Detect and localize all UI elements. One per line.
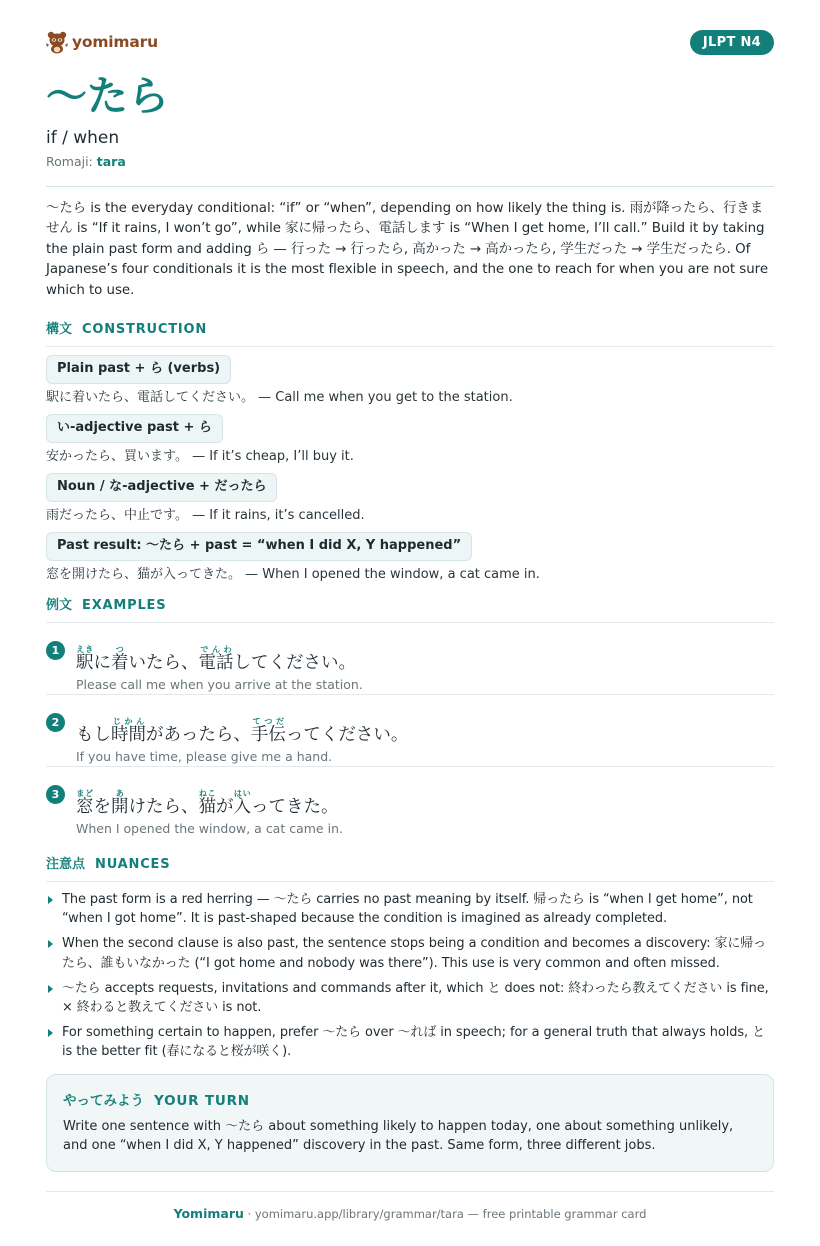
sentence-text: いたら、 — [128, 653, 199, 674]
examples-heading — [46, 594, 774, 623]
furigana-reading: でんわ — [198, 645, 234, 655]
example-item — [46, 695, 774, 767]
examples-heading-jp: 例文 — [46, 598, 73, 614]
furigana-reading: ねこ — [198, 789, 216, 799]
sentence-text: もし — [76, 725, 111, 746]
construction-pattern: Plain past + ら (verbs) — [46, 355, 231, 384]
bullet-triangle-icon — [48, 985, 53, 993]
nuances-heading-jp: 注意点 — [46, 857, 86, 873]
furigana-reading: つ — [111, 645, 129, 655]
furigana-reading: えき — [76, 645, 94, 655]
construction-item — [46, 414, 774, 465]
grammar-card — [46, 28, 774, 1221]
construction-item — [46, 473, 774, 524]
construction-pattern: Noun / な-adjective + だったら — [46, 473, 277, 502]
nuances-heading — [46, 853, 774, 882]
construction-example: 雨だったら、中止です。 — If it rains, it’s cancelled. — [46, 508, 365, 524]
sentence-text: を — [93, 797, 111, 818]
examples-heading-en: EXAMPLES — [82, 598, 167, 614]
construction-example: 窓を開けたら、猫が入ってきた。 — When I opened the window, a cat came in. — [46, 567, 540, 583]
construction-example: 駅に着いたら、電話してください。 — Call me when you get to the station. — [46, 390, 513, 406]
example-translation: If you have time, please give me a hand. — [76, 749, 333, 765]
furigana-reading: はい — [233, 789, 251, 799]
nuances-heading-en: NUANCES — [95, 857, 171, 873]
furigana-word: 電話でんわ — [198, 645, 234, 674]
nuance-item — [46, 1023, 774, 1061]
your-turn-box — [46, 1074, 774, 1172]
sentence-text: ってください。 — [285, 725, 409, 746]
your-turn-body: Write one sentence with 〜たら about something likely to happen today, one about something unlikely, and one “when I did X, Y happened” discovery in the past. Same form, three different jobs. — [63, 1118, 734, 1153]
your-turn-heading-en: YOUR TURN — [154, 1092, 250, 1109]
construction-heading-en: CONSTRUCTION — [82, 322, 208, 338]
construction-item — [46, 355, 774, 406]
furigana-word: 窓まど — [76, 789, 94, 818]
furigana-word: 着つ — [111, 645, 129, 674]
example-translation: When I opened the window, a cat came in. — [76, 821, 343, 837]
construction-heading-jp: 構文 — [46, 322, 73, 338]
nuances-list — [46, 890, 774, 1062]
nuance-text: For something certain to happen, prefer 〜たら over 〜れば in speech; for a general truth that always holds, と is the better fit (春になると桜が咲く). — [62, 1025, 765, 1060]
top-bar — [46, 28, 774, 58]
bullet-triangle-icon — [48, 1029, 53, 1037]
page-title: 〜たら — [46, 72, 169, 120]
example-number: 1 — [46, 641, 65, 660]
example-japanese — [76, 645, 356, 674]
furigana-word: 手伝てつだ — [250, 717, 286, 746]
jlpt-level-badge: JLPT N4 — [690, 30, 774, 55]
construction-heading — [46, 318, 774, 347]
footer-brand[interactable]: Yomimaru — [173, 1205, 244, 1221]
construction-example: 安かったら、買います。 — If it’s cheap, I’ll buy it. — [46, 449, 354, 465]
footer — [46, 1191, 774, 1221]
construction-item — [46, 532, 774, 583]
intro-paragraph: 〜たら is the everyday conditional: “if” or “when”, depending on how likely the thing is. 雨が降ったら、行きません is “If it rains, I won’t go”, while 家に帰ったら、電話します is “When I get home, I’ll call.” Build it by taking the plain past form and adding ら — 行った → 行ったら, 高かった → 高かったら, 学生だった → 学生だったら. Of Japanese’s four conditionals it is the most flexible in speech, and the one to reach for when you are not sure which to use. — [46, 201, 769, 298]
construction-list — [46, 355, 774, 583]
nuance-item — [46, 934, 774, 972]
furigana-word: 猫ねこ — [198, 789, 216, 818]
romaji-value: tara — [96, 154, 126, 169]
nuance-item — [46, 890, 774, 928]
bullet-triangle-icon — [48, 896, 53, 904]
brand-logo[interactable] — [46, 30, 158, 54]
furigana-reading: あ — [111, 789, 129, 799]
furigana-word: 開あ — [111, 789, 129, 818]
example-number: 3 — [46, 785, 65, 804]
examples-list — [46, 623, 774, 839]
grammar-meaning: if / when — [46, 128, 120, 148]
nuance-item — [46, 979, 774, 1017]
furigana-reading: じかん — [111, 717, 146, 727]
tanuki-mascot-icon — [46, 30, 68, 54]
nuance-text: The past form is a red herring — 〜たら carries no past meaning by itself. 帰ったら is “when I get home”, not “when I got home”. It is past-shaped because the condition is imagined as already completed. — [62, 892, 753, 927]
example-item — [46, 767, 774, 839]
furigana-reading: まど — [76, 789, 94, 799]
nuance-text: When the second clause is also past, the sentence stops being a condition and becomes a discovery: 家に帰ったら、誰もいなかった (“I got home and nobody was there”). This use is very common and often missed. — [62, 936, 766, 971]
sentence-text: があったら、 — [146, 725, 251, 746]
romaji-line — [46, 154, 774, 170]
furigana-word: 駅えき — [76, 645, 94, 674]
header-divider — [46, 186, 774, 187]
sentence-text: に — [93, 653, 111, 674]
construction-pattern: Past result: 〜たら + past = “when I did X, Y happened” — [46, 532, 472, 561]
furigana-reading: てつだ — [250, 717, 286, 727]
your-turn-heading — [63, 1089, 757, 1109]
furigana-word: 時間じかん — [111, 717, 146, 746]
your-turn-heading-jp: やってみよう — [63, 1092, 144, 1109]
construction-pattern: い-adjective past + ら — [46, 414, 223, 443]
bullet-triangle-icon — [48, 940, 53, 948]
sentence-text: してください。 — [233, 653, 356, 674]
example-japanese — [76, 717, 408, 746]
example-number: 2 — [46, 713, 65, 732]
footer-text: · yomimaru.app/library/grammar/tara — free printable grammar card — [243, 1206, 647, 1221]
sentence-text: ってきた。 — [251, 797, 339, 818]
brand-name: yomimaru — [72, 33, 158, 51]
example-japanese — [76, 789, 339, 818]
romaji-label: Romaji: — [46, 154, 93, 169]
nuance-text: 〜たら accepts requests, invitations and commands after it, which と does not: 終わったら教えてください is fine, × 終わると教えてください is not. — [62, 980, 769, 1016]
furigana-word: 入はい — [233, 789, 251, 818]
example-item — [46, 623, 774, 695]
sentence-text: が — [216, 797, 234, 818]
sentence-text: けたら、 — [128, 797, 199, 818]
example-translation: Please call me when you arrive at the station. — [76, 677, 363, 693]
